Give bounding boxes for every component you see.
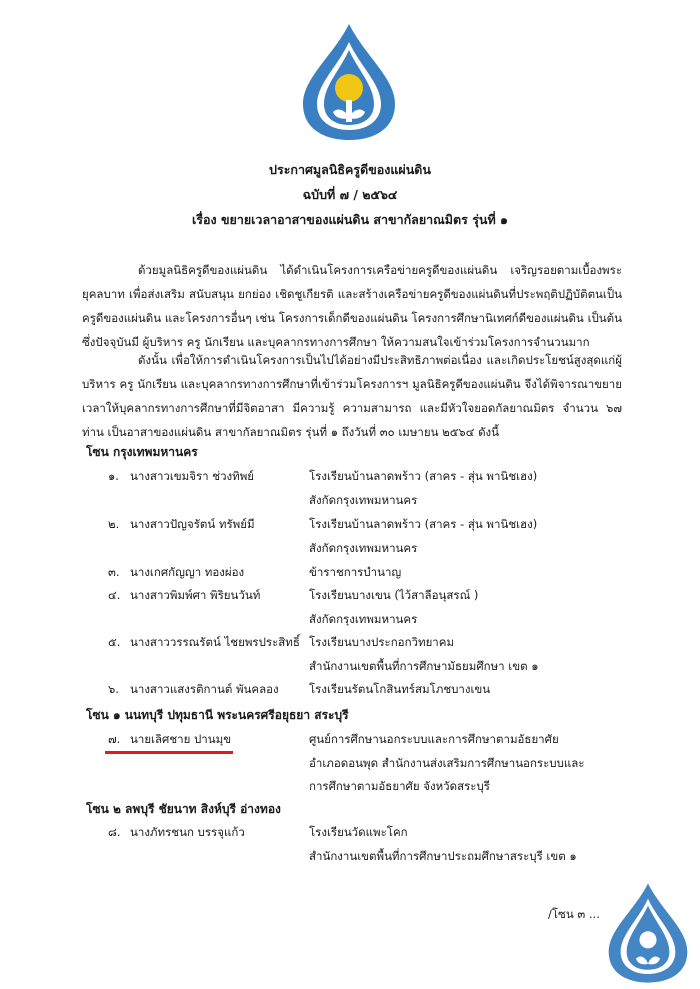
announcement-number: ฉบับที่ ๗ / ๒๕๖๔: [302, 187, 398, 202]
zone-heading: โซน ๑ นนทบุรี ปทุมธานี พระนครศรีอยุธยา สระบุรี: [86, 708, 349, 722]
announcement-page: ประกาศมูลนิธิครูดีของแผ่นดิน ฉบับที่ ๗ / ๒๕๖๔ เรื่อง ขยายเวลาอาสาของแผ่นดิน สาขากัลยาณมิตร รุ่นที่ ๑ ด้วยมูลนิธิครูดีของแผ่นดิน ได้ดำเนินโครงการเครือข่ายครูดีของแผ่นดิน เจริญรอยตามเบื้องพระยุคลบาท เพื่อส่งเสริม สนับสนุน ยกย่อง เชิดชูเกียรติ และสร้างเครือข่ายครูดีของแผ่นดินที่ประพฤติปฏิบัติตนเป็นครูดีของแผ่นดิน และโครงการอื่นๆ เช่น โครงการเด็กดีของแผ่นดิน โครงการศึกษานิเทศก์ดีของแผ่นดิน เป็นต้น ซึ่งปัจจุบันมี ผู้บริหาร ครู นักเรียน และบุคลากรทางการศึกษา ให้ความสนใจเข้าร่วมโครงการจำนวนมาก ดังนั้น เพื่อให้การดำเนินโครงการเป็นไปได้อย่างมีประสิทธิภาพต่อเนื่อง และเกิดประโยชน์สูงสุดแก่ผู้บริหาร ครู นักเรียน และบุคลากรทางการศึกษาที่เข้าร่วมโครงการฯ มูลนิธิครูดีของแผ่นดิน จึงได้พิจารณาขยายเวลาให้บุคลากรทางการศึกษาที่มีจิตอาสา มีความรู้ ความสามารถ และมีหัวใจยอดกัลยาณมิตร จำนวน ๖๗ ท่าน เป็นอาสาของแผ่นดิน สาขากัลยาณมิตร รุ่นที่ ๑ ถึงวันที่ ๓๐ เมษายน ๒๕๖๔ ดังนี้ โซน กรุงเทพมหานคร ๑. นางสาวเขมจิรา ช่วงทิพย์ โรงเรียนบ้านลาดพร้าว (สาคร - สุ่น พานิชเฮง) สังกัดกรุงเทพมหานคร ๒. นางสาวปัญจรัตน์ ทรัพย์มี โรงเรียนบ้านลาดพร้าว (สาคร - สุ่น พานิชเฮง) สังกัดกรุงเทพมหานคร ๓. นางเกศกัญญา ทองผ่อง ข้าราชการบำนาญ ๔. นางสาวพิมพ์ศา พิริยนวันท์ โรงเรียนบางเขน (ไว้สาลีอนุสรณ์ ) สังกัดกรุงเทพมหานคร ๕. นางสาววรรณรัตน์ ไชยพรประสิทธิ์ โรงเรียนบางประกอกวิทยาคม สำนักงานเขตพื้นที่การศึกษามัธยมศึกษา เขต ๑ ๖. นางสาวแสงรติกานต์ พันคลอง โรงเรียนรัตนโกสินทร์สมโภชบางเขน โซน ๑ นนทบุรี ปทุมธานี พระนครศรีอยุธยา สระบุรี ๗. นายเลิศชาย ปานมุข ศูนย์การศึกษานอกระบบและการศึกษาตามอัธยาศัย อำเภอดอนพุด สำนักงานส่งเสริมการศึกษานอกระบบและ การศึกษาตามอัธยาศัย จังหวัดสระบุรี โซน ๒ ลพบุรี ชัยนาท สิงห์บุรี อ่างทอง ๘. นางภัทรชนก บรรจุแก้ว โรงเรียนวัดแพะโคก สำนักงานเขตพื้นที่การศึกษาประถมศึกษาสระบุรี เขต ๑ /โซน ๓ ...: [0, 0, 700, 989]
highlight-underline: [105, 751, 233, 754]
continued-marker: /โซน ๓ ...: [548, 907, 600, 921]
announcement-subject: เรื่อง ขยายเวลาอาสาของแผ่นดิน สาขากัลยาณมิตร รุ่นที่ ๑: [192, 212, 508, 227]
announcement-title: ประกาศมูลนิธิครูดีของแผ่นดิน: [269, 162, 431, 177]
foundation-logo-watermark-icon: [600, 880, 696, 986]
body-paragraph-1: ด้วยมูลนิธิครูดีของแผ่นดิน ได้ดำเนินโครงการเครือข่ายครูดีของแผ่นดิน เจริญรอยตามเบื้องพระยุคลบาท เพื่อส่งเสริม สนับสนุน ยกย่อง เชิดชูเกียรติ และสร้างเครือข่ายครูดีของแผ่นดินที่ประพฤติปฏิบัติตนเป็นครูดีของแผ่นดิน และโครงการอื่นๆ เช่น โครงการเด็กดีของแผ่นดิน โครงการศึกษานิเทศก์ดีของแผ่นดิน เป็นต้น ซึ่งปัจจุบันมี ผู้บริหาร ครู นักเรียน และบุคลากรทางการศึกษา ให้ความสนใจเข้าร่วมโครงการจำนวนมาก: [82, 263, 622, 349]
foundation-logo-icon: [293, 20, 405, 144]
body-paragraph-2: ดังนั้น เพื่อให้การดำเนินโครงการเป็นไปได้อย่างมีประสิทธิภาพต่อเนื่อง และเกิดประโยชน์สูงสุดแก่ผู้บริหาร ครู นักเรียน และบุคลากรทางการศึกษาที่เข้าร่วมโครงการฯ มูลนิธิครูดีของแผ่นดิน จึงได้พิจารณาขยายเวลาให้บุคลากรทางการศึกษาที่มีจิตอาสา มีความรู้ ความสามารถ และมีหัวใจยอดกัลยาณมิตร จำนวน ๖๗ ท่าน เป็นอาสาของแผ่นดิน สาขากัลยาณมิตร รุ่นที่ ๑ ถึงวันที่ ๓๐ เมษายน ๒๕๖๔ ดังนี้: [82, 353, 622, 439]
zone-heading: โซน ๒ ลพบุรี ชัยนาท สิงห์บุรี อ่างทอง: [86, 802, 281, 816]
zone-heading: โซน กรุงเทพมหานคร: [86, 445, 198, 459]
